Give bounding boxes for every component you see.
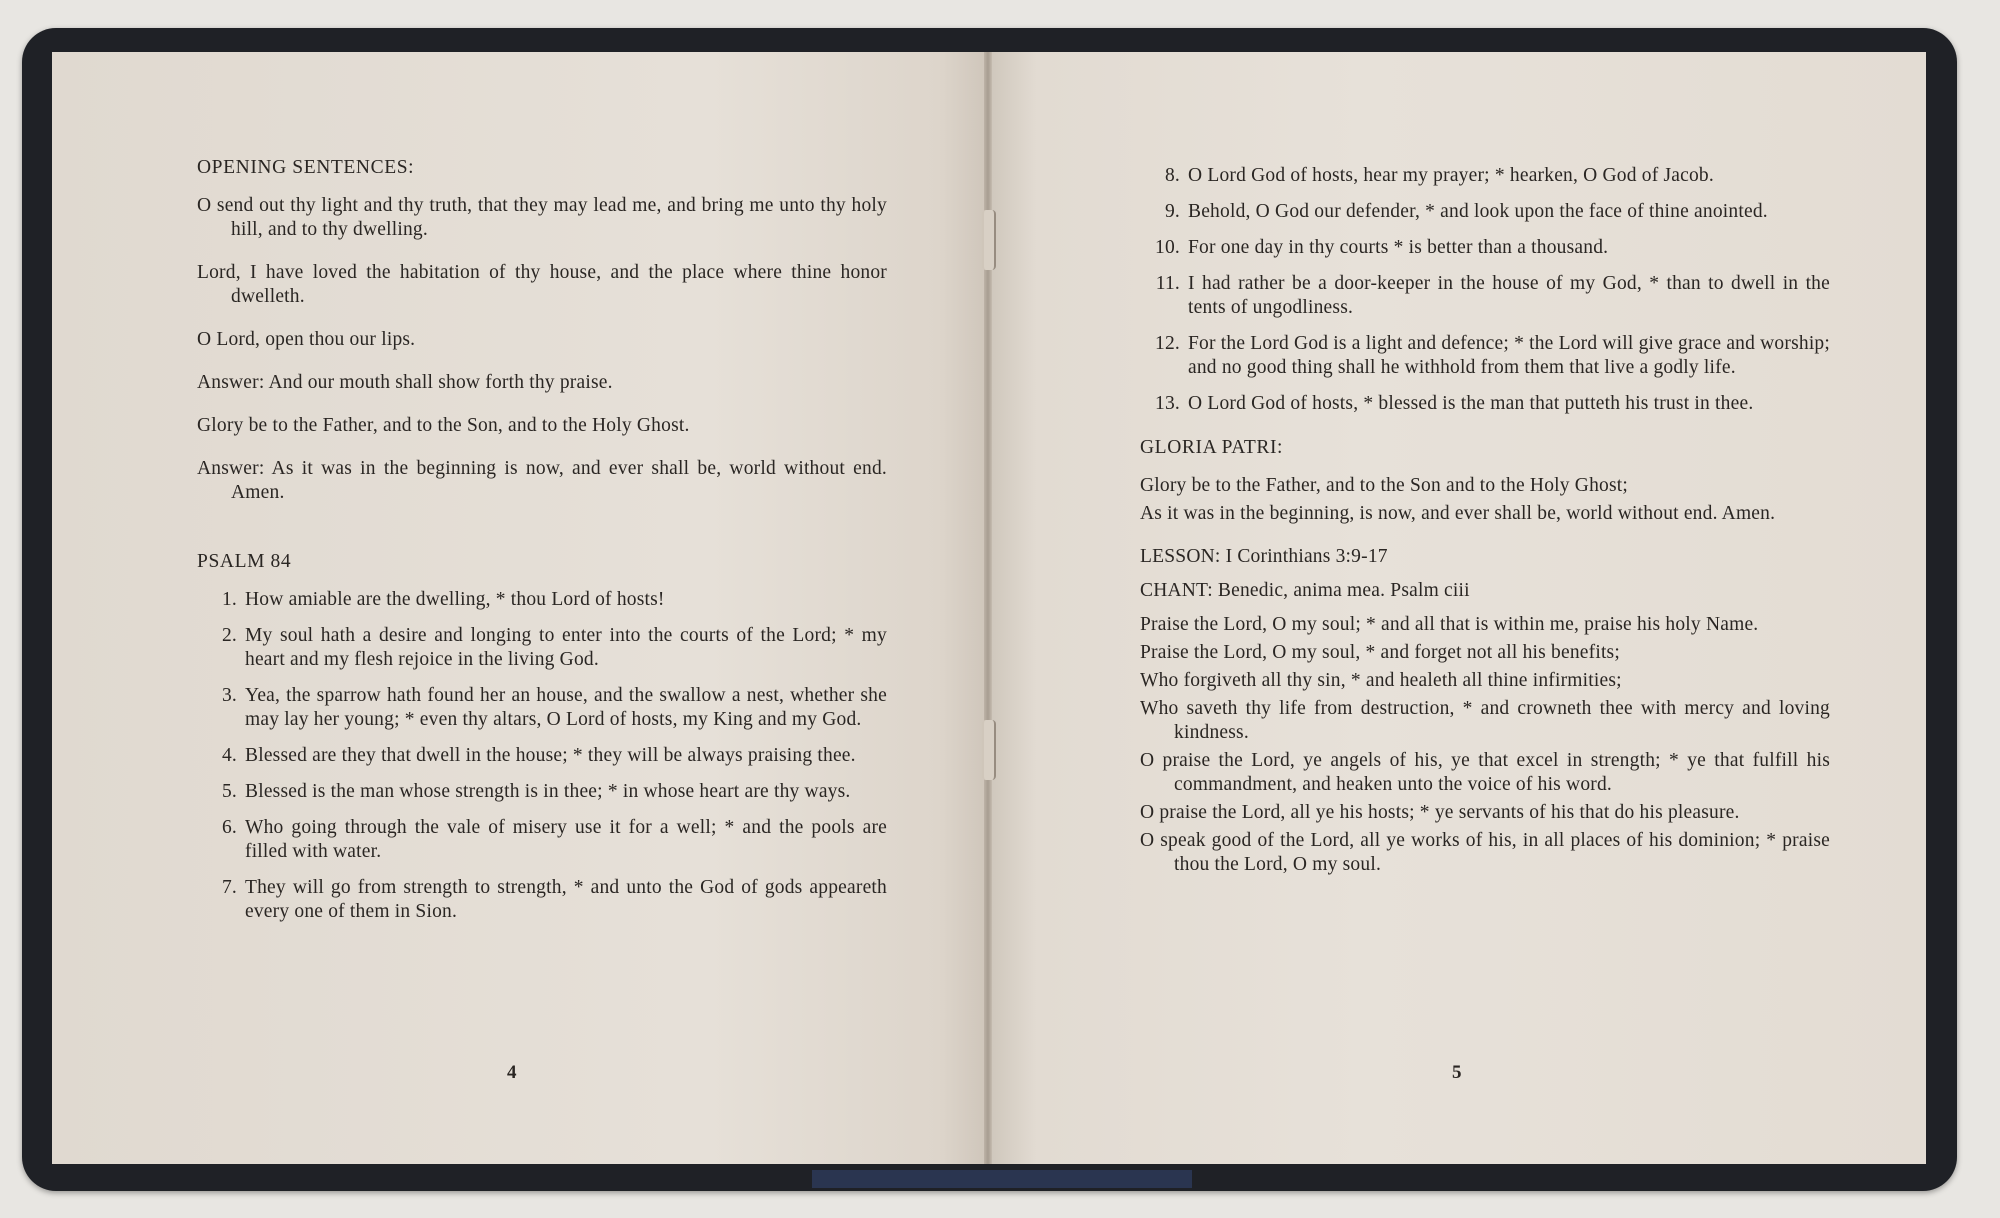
psalm-verse (197, 816, 887, 864)
psalm-verse (197, 876, 887, 924)
verse-text: How amiable are the dwelling, * thou Lord of hosts! (245, 589, 665, 610)
chant-verse: O praise the Lord, ye angels of his, ye that excel in strength; * ye that fulfill his commandment, and heaken unto the voice of his word. (1140, 750, 1830, 795)
opening-sentence: Glory be to the Father, and to the Son, and to the Holy Ghost. (197, 415, 690, 436)
left-page-content (197, 156, 887, 936)
verse-number: 12. (1155, 333, 1180, 354)
verse-number: 3. (221, 685, 237, 706)
verse-text: Blessed are they that dwell in the house; * they will be always praising thee. (245, 745, 856, 766)
opening-sentences-heading: OPENING SENTENCES: (197, 157, 415, 178)
left-page (52, 52, 986, 1164)
psalm-verse (197, 744, 887, 768)
chant-verse: Who forgiveth all thy sin, * and healeth all thine infirmities; (1140, 670, 1622, 691)
gloria-patri-heading: GLORIA PATRI: (1140, 437, 1284, 458)
verse-number: 6. (221, 817, 237, 838)
opening-sentence: Lord, I have loved the habitation of thy house, and the place where thine honor dwelleth. (197, 262, 887, 307)
psalm-verse (1140, 272, 1830, 320)
verse-text: Who going through the vale of misery use it for a well; * and the pools are filled with water. (245, 817, 887, 862)
chant-line: CHANT: Benedic, anima mea. Psalm ciii (1140, 580, 1470, 601)
psalm-verse (1140, 200, 1830, 224)
psalm-verse (197, 684, 887, 732)
verse-text: My soul hath a desire and longing to enter into the courts of the Lord; * my heart and my flesh rejoice in the living God. (245, 625, 887, 670)
section-spacer (197, 524, 887, 550)
verse-number: 11. (1155, 273, 1180, 294)
psalm-verse (1140, 164, 1830, 188)
opening-sentence: O send out thy light and thy truth, that they may lead me, and bring me unto thy holy hill, and to thy dwelling. (197, 195, 887, 240)
verse-number: 1. (221, 589, 237, 610)
verse-text: I had rather be a door-keeper in the house of my God, * than to dwell in the tents of ungodliness. (1188, 273, 1830, 318)
psalm-verse (197, 780, 887, 804)
psalm-verse (197, 588, 887, 612)
psalm-verse-list (197, 588, 887, 924)
psalm-heading: PSALM 84 (197, 551, 292, 572)
page-number-left: 4 (507, 1062, 517, 1083)
psalm-verse-list-continued (1140, 164, 1830, 416)
lesson-line: LESSON: I Corinthians 3:9-17 (1140, 546, 1388, 567)
verse-number: 10. (1155, 237, 1180, 258)
right-page (990, 52, 1926, 1164)
verse-number: 9. (1164, 201, 1180, 222)
opening-sentence: O Lord, open thou our lips. (197, 329, 416, 350)
verse-number: 5. (221, 781, 237, 802)
chant-verse: Praise the Lord, O my soul; * and all that is within me, praise his holy Name. (1140, 614, 1759, 635)
booklet-spine (812, 1170, 1192, 1188)
verse-text: For the Lord God is a light and defence; * the Lord will give grace and worship; and no good thing shall he withhold from them that live a godly life. (1188, 333, 1830, 378)
verse-number: 13. (1155, 393, 1180, 414)
opening-sentence: Answer: As it was in the beginning is now, and ever shall be, world without end. Amen. (197, 458, 887, 503)
verse-text: O Lord God of hosts, * blessed is the man that putteth his trust in thee. (1188, 393, 1754, 414)
gloria-line: As it was in the beginning, is now, and ever shall be, world without end. Amen. (1140, 503, 1776, 524)
verse-text: For one day in thy courts * is better than a thousand. (1188, 237, 1609, 258)
psalm-verse (197, 624, 887, 672)
chant-verse: O speak good of the Lord, all ye works of his, in all places of his dominion; * praise thou the Lord, O my soul. (1140, 830, 1830, 875)
verse-number: 4. (221, 745, 237, 766)
verse-text: Behold, O God our defender, * and look upon the face of thine anointed. (1188, 201, 1768, 222)
psalm-verse (1140, 332, 1830, 380)
chant-verse: Who saveth thy life from destruction, * and crowneth thee with mercy and loving kindness. (1140, 698, 1830, 743)
verse-number: 2. (221, 625, 237, 646)
chant-verse: O praise the Lord, all ye his hosts; * ye servants of his that do his pleasure. (1140, 802, 1740, 823)
staple-bottom (982, 720, 996, 780)
staple-top (982, 210, 996, 270)
verse-number: 7. (221, 877, 237, 898)
verse-text: Blessed is the man whose strength is in thee; * in whose heart are thy ways. (245, 781, 851, 802)
chant-verse: Praise the Lord, O my soul, * and forget not all his benefits; (1140, 642, 1620, 663)
gloria-line: Glory be to the Father, and to the Son and to the Holy Ghost; (1140, 475, 1629, 496)
psalm-verse (1140, 236, 1830, 260)
right-page-content (1140, 164, 1830, 881)
verse-text: They will go from strength to strength, * and unto the God of gods appeareth every one of them in Sion. (245, 877, 887, 922)
psalm-verse (1140, 392, 1830, 416)
verse-text: O Lord God of hosts, hear my prayer; * hearken, O God of Jacob. (1188, 165, 1714, 186)
page-number-right: 5 (1452, 1062, 1462, 1083)
opening-sentence: Answer: And our mouth shall show forth thy praise. (197, 372, 613, 393)
verse-text: Yea, the sparrow hath found her an house, and the swallow a nest, whether she may lay her young; * even thy altars, O Lord of hosts, my King and my God. (245, 685, 887, 730)
verse-number: 8. (1164, 165, 1180, 186)
